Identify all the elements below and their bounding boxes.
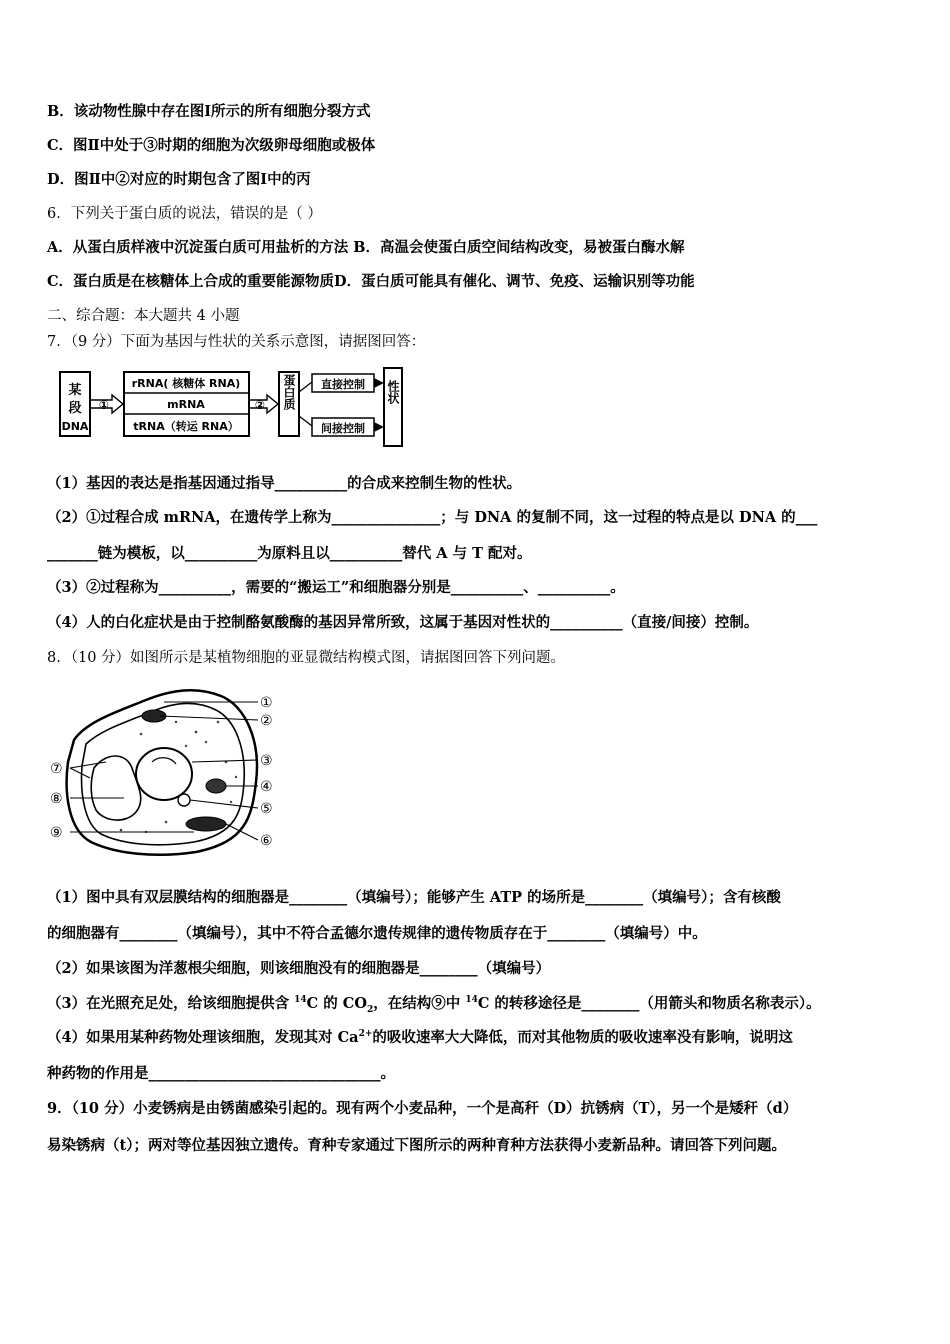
q6-options-ab: A．从蛋白质样液中沉淀蛋白质可用盐析的方法 B．高温会使蛋白质空间结构改变，易被蛋白酶水解 [47,239,685,256]
q6-stem: 6．下列关于蛋白质的说法，错误的是（ ） [47,206,322,222]
chloroplast [186,817,226,831]
label-8: ⑧ [50,791,63,807]
label-4: ④ [260,779,273,795]
q5-option-b: B．该动物性腺中存在图Ⅰ所示的所有细胞分裂方式 [47,103,371,120]
plant-cell-diagram [46,682,296,862]
q5-option-d: D．图Ⅱ中②对应的时期包含了图Ⅰ中的丙 [47,171,311,188]
dna-label-1: 某 [68,383,82,398]
q7-part-4: （4）人的白化症状是由于控制酪氨酸酶的基因异常所致，这属于基因对性状的__________（直接/间接）控制。 [47,614,759,631]
gene-trait-diagram [50,362,410,452]
dna-label-2: 段 [68,401,82,416]
q7-part-1: （1）基因的表达是指基因通过指导__________的合成来控制生物的性状。 [47,475,522,492]
q7-part-2a: （2）①过程合成 mRNA，在遗传学上称为_______________；与 DNA 的复制不同，这一过程的特点是以 DNA 的___ [47,509,818,526]
trait-label: 性状 [386,380,400,404]
q8-part-1a: （1）图中具有双层膜结构的细胞器是________（填编号）；能够产生 ATP 的场所是________（填编号）；含有核酸 [47,889,781,906]
q5-option-c: C．图Ⅱ中处于③时期的细胞为次级卵母细胞或极体 [47,137,376,154]
q9-line-2: 易染锈病（t）；两对等位基因独立遗传。育种专家通过下图所示的两种育种方法获得小麦新品种。请回答下列问题。 [47,1137,786,1154]
indirect-control-label: 间接控制 [321,422,365,435]
nucleus [136,748,192,800]
q6-options-cd: C．蛋白质是在核糖体上合成的重要能源物质D．蛋白质可能具有催化、调节、免疫、运输识别等功能 [47,273,695,290]
step1-label: ① [98,398,110,412]
q8-part-4b: 种药物的作用是________________________________。 [47,1065,395,1082]
section-2-heading: 二、综合题：本大题共 4 小题 [47,308,240,324]
q8-part-3: （3）在光照充足处，给该细胞提供含 $^{14}$C 的 $CO_2$，在结构⑨中 $^{14}$C 的转移途径是________（用箭头和物质名称表示）。 [47,995,821,1015]
q8-part-2: （2）如果该图为洋葱根尖细胞，则该细胞没有的细胞器是________（填编号） [47,960,551,977]
q7-stem: 7．（9 分）下面为基因与性状的关系示意图，请据图回答： [47,334,426,350]
label-1: ① [260,695,273,711]
mitochondrion [206,779,226,793]
q9-line-1: 9．（10 分）小麦锈病是由锈菌感染引起的。现有两个小麦品种，一个是高秆（D）抗锈病（T），另一个是矮秆（d） [47,1100,798,1117]
protein-label: 蛋白质 [282,374,296,410]
trna-label: tRNA（转运 RNA） [133,420,239,433]
q8-part-1b: 的细胞器有________（填编号），其中不符合孟德尔遗传规律的遗传物质存在于________（填编号）中。 [47,925,707,942]
dna-label-3: DNA [61,420,89,433]
step2-label: ② [254,398,266,412]
label-6: ⑥ [260,833,273,849]
mrna-label: mRNA [167,398,205,411]
label-3: ③ [260,753,273,769]
rrna-label: rRNA( 核糖体 RNA) [131,377,241,390]
label-9: ⑨ [50,825,63,841]
label-2: ② [260,713,273,729]
direct-control-label: 直接控制 [321,378,365,391]
q7-part-3: （3）②过程称为__________，需要的“搬运工”和细胞器分别是__________、__________。 [47,579,625,596]
q8-stem: 8．（10 分）如图所示是某植物细胞的亚显微结构模式图，请据图回答下列问题。 [47,650,566,666]
vacuole [91,756,141,820]
q8-part-4a: （4）如果用某种药物处理该细胞，发现其对 $Ca^{2+}$的吸收速率大大降低，而对其他物质的吸收速率没有影响，说明这 [47,1029,793,1046]
label-7: ⑦ [50,761,63,777]
q7-part-2b: _______链为模板，以__________为原料且以__________替代 A 与 T 配对。 [47,545,532,562]
label-5: ⑤ [260,801,273,817]
